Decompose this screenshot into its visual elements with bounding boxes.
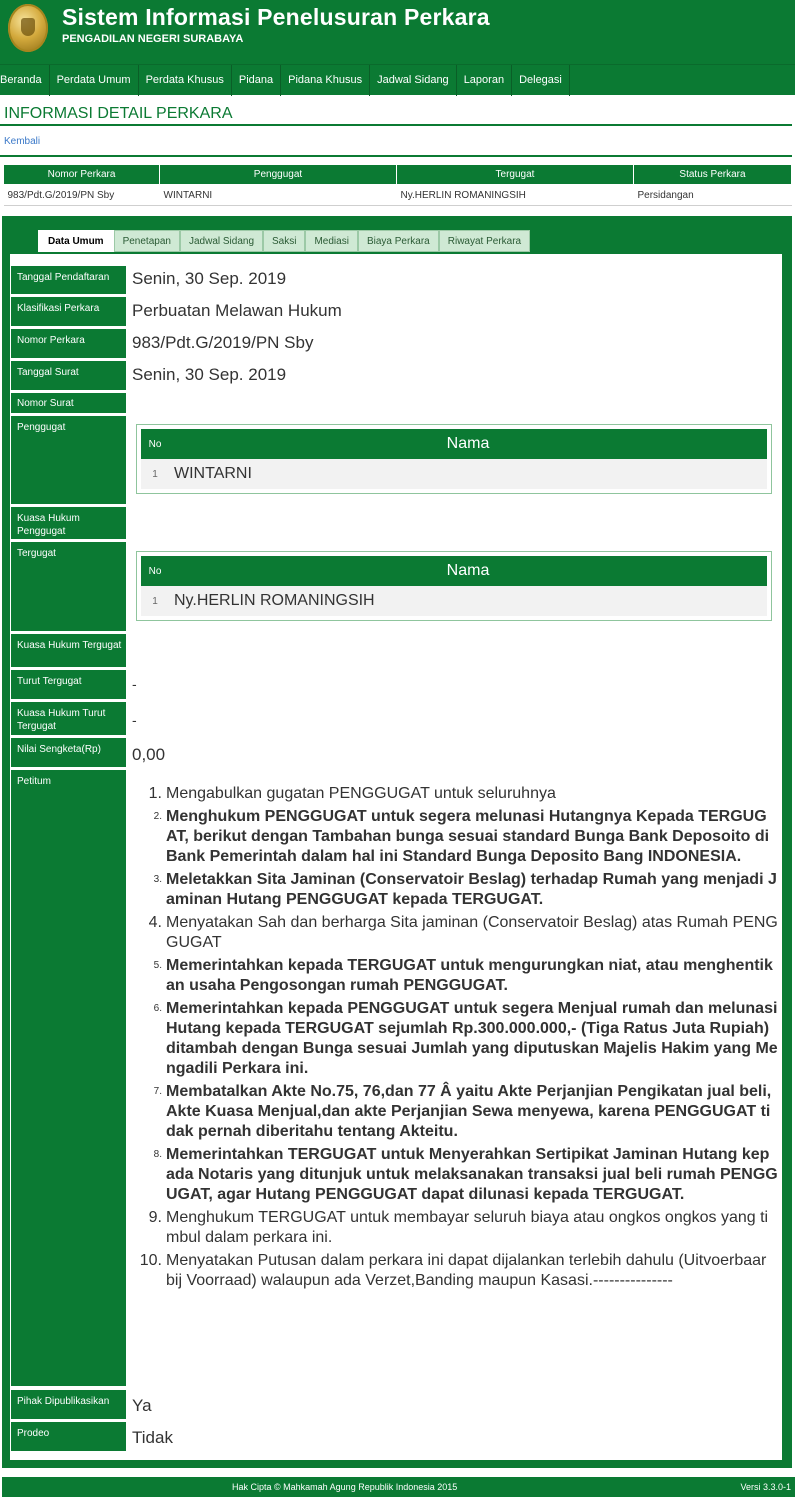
tab-mediasi[interactable]: Mediasi xyxy=(305,230,357,252)
column-header: Nama xyxy=(169,429,767,459)
list-number: 1. xyxy=(148,785,162,802)
label-kuasa-tergugat: Kuasa Hukum Tergugat xyxy=(11,634,126,667)
list-number: 9. xyxy=(148,1209,162,1226)
nav-perdata-khusus[interactable]: Perdata Khusus xyxy=(139,65,232,96)
table-cell: 1 xyxy=(141,459,169,489)
table-cell: Persidangan xyxy=(634,185,792,206)
detail-panel xyxy=(2,216,792,1468)
list-text: Mengabulkan gugatan PENGGUGAT untuk seluruhnya xyxy=(166,785,556,802)
nav-pidana-khusus[interactable]: Pidana Khusus xyxy=(281,65,370,96)
column-header: Status Perkara xyxy=(634,165,792,185)
list-number: 6. xyxy=(153,1003,162,1014)
list-text: Memerintahkan kepada PENGGUGAT untuk segera Menjual rumah dan melunasi Hutang kepada TERGUGAT sejumlah Rp.300.000.000,- (Tiga Ratus Juta Rupiah) ditambah dengan Bunga sesuai Jumlah yang diputuskan Majelis Hakim yang Mengadili Perkara ini. xyxy=(166,1000,778,1077)
tab-saksi[interactable]: Saksi xyxy=(263,230,305,252)
value-kuasa-turut-tergugat: - xyxy=(132,712,137,728)
list-number: 4. xyxy=(148,914,162,931)
site-subtitle: PENGADILAN NEGERI SURABAYA xyxy=(62,33,244,45)
value-turut-tergugat: - xyxy=(132,676,137,692)
label-tanggal-pendaftaran: Tanggal Pendaftaran xyxy=(11,266,126,294)
label-prodeo: Prodeo xyxy=(11,1422,126,1451)
label-turut-tergugat: Turut Tergugat xyxy=(11,670,126,699)
table-row xyxy=(141,586,767,616)
detail-tabs xyxy=(38,230,530,252)
tergugat-table xyxy=(141,556,767,616)
value-klasifikasi: Perbuatan Melawan Hukum xyxy=(132,301,342,320)
label-penggugat: Penggugat xyxy=(11,416,126,504)
column-header: No xyxy=(141,429,169,459)
version-text: Versi 3.3.0-1 xyxy=(740,1482,791,1492)
copyright-text: Hak Cipta © Mahkamah Agung Republik Indonesia 2015 xyxy=(232,1482,458,1492)
list-item xyxy=(132,913,778,953)
table-header-row xyxy=(4,165,792,185)
list-item xyxy=(132,956,778,996)
column-header: Penggugat xyxy=(160,165,397,185)
tergugat-box xyxy=(136,551,772,621)
case-summary-table xyxy=(3,164,792,206)
column-header: No xyxy=(141,556,169,586)
value-nomor-perkara: 983/Pdt.G/2019/PN Sby xyxy=(132,333,314,352)
label-tanggal-surat: Tanggal Surat xyxy=(11,361,126,390)
list-item xyxy=(132,870,778,910)
list-number: 7. xyxy=(153,1086,162,1097)
list-text: Memerintahkan TERGUGAT untuk Menyerahkan Sertipikat Jaminan Hutang kepada Notaris yang ditunjuk untuk melaksanakan transaksi jual beli rumah PENGGUGAT, agar Hutang PENGGUGAT dapat dilunasi kepada TERGUGAT. xyxy=(166,1146,778,1203)
label-kuasa-penggugat: Kuasa Hukum Penggugat xyxy=(11,507,126,539)
nav-jadwal-sidang[interactable]: Jadwal Sidang xyxy=(370,65,457,96)
data-umum-content xyxy=(10,254,782,1460)
list-text: Menghukum TERGUGAT untuk membayar seluruh biaya atau ongkos ongkos yang timbul dalam perkara ini. xyxy=(166,1209,769,1246)
list-number: 10. xyxy=(139,1252,162,1269)
tab-data-umum[interactable]: Data Umum xyxy=(38,230,114,252)
tab-biaya-perkara[interactable]: Biaya Perkara xyxy=(358,230,439,252)
label-nomor-perkara: Nomor Perkara xyxy=(11,329,126,358)
label-kuasa-turut-tergugat: Kuasa Hukum Turut Tergugat xyxy=(11,702,126,735)
list-item xyxy=(132,1082,778,1142)
list-text: Menyatakan Sah dan berharga Sita jaminan (Conservatoir Beslag) atas Rumah PENGGUGAT xyxy=(166,914,778,951)
column-header: Nama xyxy=(169,556,767,586)
value-tanggal-pendaftaran: Senin, 30 Sep. 2019 xyxy=(132,269,287,288)
label-klasifikasi: Klasifikasi Perkara xyxy=(11,297,126,326)
list-item xyxy=(132,784,778,804)
nav-delegasi[interactable]: Delegasi xyxy=(512,65,570,96)
nav-perdata-umum[interactable]: Perdata Umum xyxy=(50,65,139,96)
nav-laporan[interactable]: Laporan xyxy=(457,65,512,96)
site-header xyxy=(0,0,795,64)
list-text: Membatalkan Akte No.75, 76,dan 77 Â yaitu Akte Perjanjian Pengikatan jual beli, Akte Kuasa Menjual,dan akte Perjanjian Sewa menyewa, karena PENGGUGAT tidak pernah diberitahu tentang Akteitu. xyxy=(166,1083,772,1140)
list-item xyxy=(132,1251,778,1291)
court-emblem-icon xyxy=(8,4,48,52)
list-number: 3. xyxy=(153,874,162,885)
table-cell: 1 xyxy=(141,586,169,616)
divider xyxy=(0,124,792,126)
value-nilai-sengketa: 0,00 xyxy=(132,745,166,764)
table-row[interactable] xyxy=(4,185,792,206)
site-title: Sistem Informasi Penelusuran Perkara xyxy=(62,4,490,30)
list-item xyxy=(132,807,778,867)
tab-jadwal-sidang[interactable]: Jadwal Sidang xyxy=(180,230,263,252)
table-row xyxy=(141,459,767,489)
table-cell: WINTARNI xyxy=(160,185,397,206)
label-pihak-dipublikasikan: Pihak Dipublikasikan xyxy=(11,1390,126,1419)
list-text: Memerintahkan kepada TERGUGAT untuk mengurungkan niat, atau menghentikan usaha Pengosongan rumah PENGGUGAT. xyxy=(166,957,773,994)
divider xyxy=(0,155,792,157)
list-item xyxy=(132,999,778,1079)
party-name: Ny.HERLIN ROMANINGSIH xyxy=(169,586,767,616)
label-nomor-surat: Nomor Surat xyxy=(11,393,126,413)
list-text: Meletakkan Sita Jaminan (Conservatoir Beslag) terhadap Rumah yang menjadi Jaminan Hutang PENGGUGAT kepada TERGUGAT. xyxy=(166,871,777,908)
main-nav xyxy=(0,64,795,95)
page-title: INFORMASI DETAIL PERKARA xyxy=(4,105,233,122)
tab-penetapan[interactable]: Penetapan xyxy=(114,230,180,252)
list-item xyxy=(132,1145,778,1205)
value-pihak-dipublikasikan: Ya xyxy=(132,1396,152,1415)
penggugat-table xyxy=(141,429,767,489)
label-nilai-sengketa: Nilai Sengketa(Rp) xyxy=(11,738,126,767)
list-number: 2. xyxy=(153,811,162,822)
list-item xyxy=(132,1208,778,1248)
table-cell: Ny.HERLIN ROMANINGSIH xyxy=(397,185,634,206)
list-text: Menghukum PENGGUGAT untuk segera melunasi Hutangnya Kepada TERGUGAT, berikut dengan Tambahan bunga sesuai standard Bunga Bank Deposoito di Bank Pemerintah dalam hal ini Standard Bunga Deposito Bang INDONESIA. xyxy=(166,808,770,865)
list-number: 5. xyxy=(153,960,162,971)
value-prodeo: Tidak xyxy=(132,1428,173,1447)
list-text: Menyatakan Putusan dalam perkara ini dapat dijalankan terlebih dahulu (Uitvoerbaar bij Voorraad) walaupun ada Verzet,Banding maupun Kasasi.--------------- xyxy=(166,1252,767,1289)
column-header: Nomor Perkara xyxy=(4,165,160,185)
value-tanggal-surat: Senin, 30 Sep. 2019 xyxy=(132,365,287,384)
label-tergugat: Tergugat xyxy=(11,542,126,631)
nav-pidana[interactable]: Pidana xyxy=(232,65,281,96)
party-name: WINTARNI xyxy=(169,459,767,489)
site-footer xyxy=(2,1477,795,1497)
table-cell: 983/Pdt.G/2019/PN Sby xyxy=(4,185,160,206)
penggugat-box xyxy=(136,424,772,494)
back-link[interactable]: Kembali xyxy=(4,136,41,147)
list-number: 8. xyxy=(153,1149,162,1160)
tab-riwayat-perkara[interactable]: Riwayat Perkara xyxy=(439,230,530,252)
column-header: Tergugat xyxy=(397,165,634,185)
nav-beranda[interactable]: Beranda xyxy=(0,65,50,96)
label-petitum: Petitum xyxy=(11,770,126,1386)
petitum-list xyxy=(132,784,778,1294)
